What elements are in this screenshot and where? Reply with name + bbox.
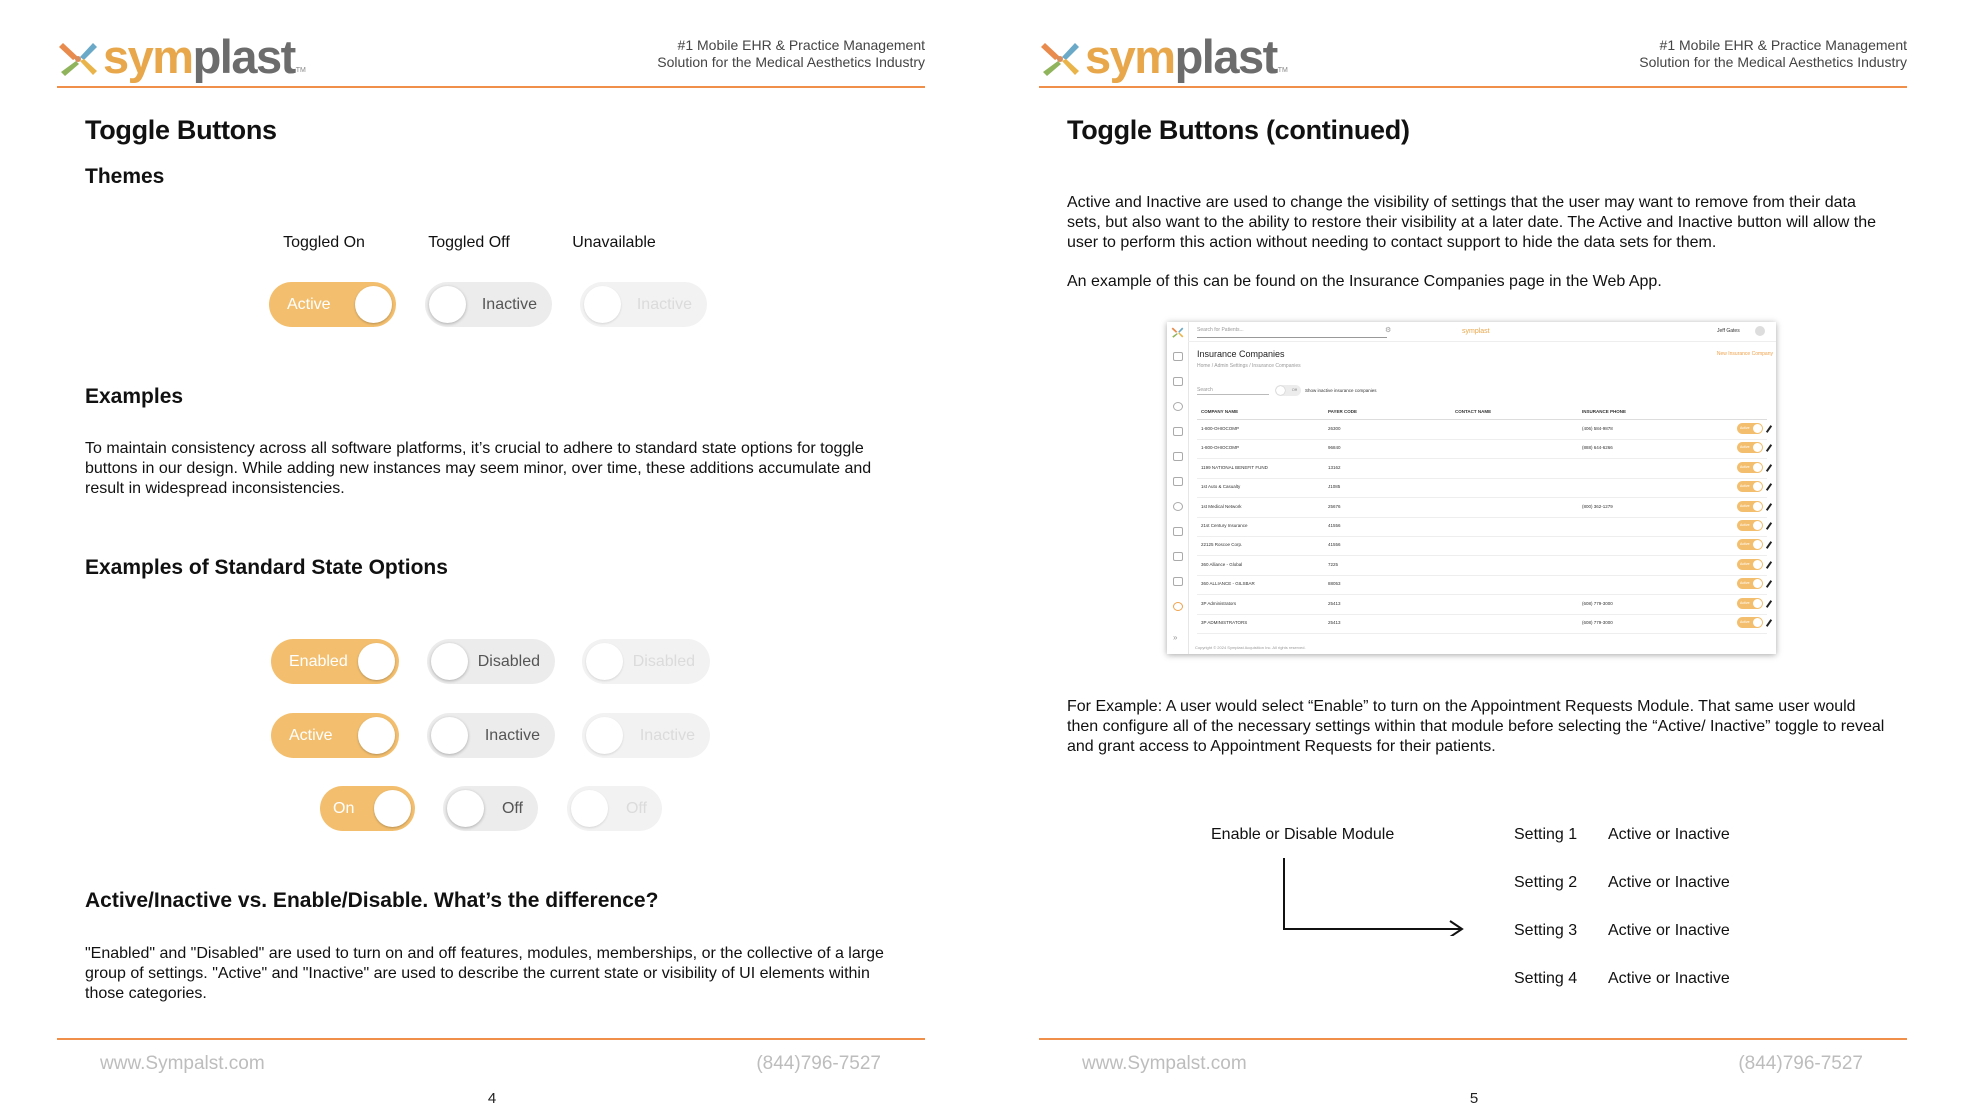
payer-code-cell: 88053 bbox=[1328, 581, 1341, 587]
appointment-example-paragraph: For Example: A user would select “Enable” to turn on the Appointment Requests Module. That same user would then configure all of the necessary settings within that module before selecting the “Active/ Inactive” toggle to reveal and grant access to Appointment Requests for their patients. bbox=[1067, 698, 1885, 755]
row-active-toggle[interactable] bbox=[1737, 539, 1763, 550]
app-breadcrumb: Home / Admin Settings / Insurance Companies bbox=[1197, 363, 1301, 369]
row-active-toggle[interactable] bbox=[1737, 598, 1763, 609]
setting-2-state: Active or Inactive bbox=[1608, 874, 1730, 891]
page-number: 5 bbox=[1469, 1090, 1479, 1107]
theme-toggle-off[interactable] bbox=[425, 282, 552, 327]
app-copyright: Copyright © 2024 Symplast Acquisition Inc. All rights reserved. bbox=[1195, 645, 1306, 650]
payer-code-cell: 41556 bbox=[1328, 542, 1341, 548]
toggle-label: Active bbox=[1740, 542, 1750, 547]
phone-cell: (406) 584-9878 bbox=[1582, 426, 1613, 431]
label-toggled-off: Toggled Off bbox=[428, 234, 510, 251]
logo-text-sym: sym bbox=[103, 29, 193, 83]
header-divider bbox=[57, 86, 925, 88]
setting-1-state: Active or Inactive bbox=[1608, 826, 1730, 843]
company-name-cell: 1st Auto & Casualty bbox=[1201, 484, 1241, 490]
toggle-knob bbox=[586, 717, 623, 754]
toggle-knob bbox=[1276, 386, 1285, 395]
header-divider bbox=[1039, 86, 1907, 88]
edit-pencil-icon[interactable] bbox=[1766, 561, 1772, 569]
table-row[interactable] bbox=[1197, 420, 1767, 440]
toggle-label: Active bbox=[1740, 426, 1750, 430]
page-title: Toggle Buttons (continued) bbox=[1067, 115, 1410, 145]
tagline-line-2: Solution for the Medical Aesthetics Industry bbox=[1639, 54, 1907, 70]
setting-1-label: Setting 1 bbox=[1514, 826, 1578, 843]
edit-pencil-icon[interactable] bbox=[1766, 522, 1772, 530]
active-inactive-paragraph: Active and Inactive are used to change the visibility of settings that the user may want to remove from their data sets, but also want to the ability to restore their visibility at a later date. The Active and Inactive button will allow the user to perform this action without needing to contact support to hide the data sets for them. bbox=[1067, 194, 1877, 251]
toggle-label: Inactive bbox=[484, 726, 540, 744]
toggle-knob bbox=[586, 643, 623, 680]
app-logo: symplast bbox=[1462, 328, 1490, 335]
row-active-toggle[interactable] bbox=[1737, 559, 1763, 570]
toggle-knob bbox=[584, 286, 621, 323]
tagline-line-1: #1 Mobile EHR & Practice Management bbox=[1659, 37, 1907, 53]
toggle-label: Active bbox=[1740, 503, 1750, 508]
app-sidebar bbox=[1167, 322, 1189, 654]
tagline bbox=[1639, 37, 1907, 71]
settings-icon[interactable] bbox=[1173, 602, 1183, 611]
inactive-unavailable-toggle bbox=[582, 713, 710, 758]
tagline bbox=[657, 37, 925, 71]
symplast-mark-icon bbox=[1039, 38, 1081, 80]
theme-toggle-unavailable bbox=[580, 282, 707, 327]
on-toggle[interactable] bbox=[320, 786, 415, 831]
symplast-logo bbox=[57, 29, 306, 83]
edit-pencil-icon[interactable] bbox=[1766, 464, 1772, 472]
toggle-label: Active bbox=[1740, 600, 1750, 605]
reports-icon[interactable] bbox=[1173, 502, 1183, 511]
toggle-knob bbox=[358, 717, 395, 754]
col-insurance-phone[interactable]: INSURANCE PHONE bbox=[1582, 409, 1627, 414]
footer-phone: (844)796-7527 bbox=[756, 1053, 881, 1074]
clock-icon[interactable] bbox=[1173, 402, 1183, 411]
payer-code-cell: 25676 bbox=[1328, 503, 1341, 509]
payer-code-cell: 41556 bbox=[1328, 523, 1341, 528]
row-active-toggle[interactable] bbox=[1737, 423, 1763, 434]
edit-pencil-icon[interactable] bbox=[1766, 483, 1772, 491]
phone-cell: (608) 779-3000 bbox=[1582, 620, 1613, 625]
toggle-knob bbox=[355, 286, 392, 323]
col-company-name[interactable]: COMPANY NAME bbox=[1201, 409, 1239, 414]
toggle-label: Active bbox=[1740, 484, 1750, 489]
col-contact-name[interactable]: CONTACT NAME bbox=[1455, 409, 1492, 414]
show-inactive-label: Show inactive insurance companies bbox=[1305, 388, 1377, 393]
toggle-knob bbox=[429, 286, 466, 323]
edit-pencil-icon[interactable] bbox=[1766, 445, 1772, 453]
table-row[interactable] bbox=[1197, 517, 1767, 537]
edit-pencil-icon[interactable] bbox=[1766, 619, 1772, 627]
row-active-toggle[interactable] bbox=[1737, 442, 1763, 453]
row-active-toggle[interactable] bbox=[1737, 481, 1763, 492]
app-page-title: Insurance Companies bbox=[1197, 349, 1285, 359]
new-insurance-company-button[interactable]: New Insurance Company bbox=[1716, 351, 1773, 357]
company-name-cell: 21st Century Insurance bbox=[1201, 523, 1248, 528]
filter-search-input[interactable]: Search bbox=[1197, 387, 1213, 393]
toggle-label: Active bbox=[1740, 523, 1750, 527]
off-toggle[interactable] bbox=[443, 786, 538, 831]
symplast-mark-icon bbox=[1171, 326, 1184, 339]
theme-toggle-on[interactable] bbox=[269, 282, 396, 327]
setting-4-label: Setting 4 bbox=[1514, 970, 1578, 987]
toggle-label: On bbox=[333, 799, 355, 817]
table-row[interactable] bbox=[1197, 595, 1767, 615]
disabled-toggle[interactable] bbox=[427, 639, 555, 684]
phone-cell: (608) 779-3000 bbox=[1582, 600, 1613, 606]
toggle-label: Active bbox=[1740, 620, 1750, 624]
insurance-companies-screenshot bbox=[1167, 322, 1776, 654]
difference-paragraph: "Enabled" and "Disabled" are used to turn on and off features, modules, memberships, or the collective of a large group of settings. "Active" and "Inactive" are used to describe the current state or visibility of UI elements within those categories. bbox=[85, 945, 884, 1002]
toggle-label: Active bbox=[1740, 581, 1750, 586]
footer-website[interactable]: www.Sympalst.com bbox=[1082, 1053, 1247, 1074]
company-name-cell: 360 ALLIANCE - GILSBAR bbox=[1201, 581, 1255, 587]
page-title: Toggle Buttons bbox=[85, 115, 277, 145]
toggle-label: Active bbox=[1740, 445, 1750, 450]
toggle-label: Inactive bbox=[636, 295, 692, 313]
toggle-label: Disabled bbox=[632, 652, 695, 670]
company-name-cell: 3P Administrators bbox=[1201, 600, 1237, 606]
inventory-icon[interactable] bbox=[1173, 552, 1183, 561]
table-row[interactable] bbox=[1197, 556, 1767, 576]
search-settings-icon[interactable]: ⚙ bbox=[1385, 327, 1392, 334]
payer-code-cell: 26300 bbox=[1328, 426, 1341, 431]
edit-pencil-icon[interactable] bbox=[1766, 425, 1772, 433]
phone-cell: (888) 644-6266 bbox=[1582, 445, 1613, 451]
footer-divider bbox=[57, 1038, 925, 1040]
documents-icon[interactable] bbox=[1173, 577, 1183, 586]
calendar-icon[interactable] bbox=[1173, 377, 1183, 386]
symplast-logo bbox=[1039, 29, 1288, 83]
module-label: Enable or Disable Module bbox=[1211, 826, 1395, 843]
toggle-label: Off bbox=[501, 799, 523, 817]
symplast-mark-icon bbox=[57, 38, 99, 80]
label-toggled-on: Toggled On bbox=[283, 234, 365, 251]
payer-code-cell: 13162 bbox=[1328, 464, 1341, 470]
table-row[interactable] bbox=[1197, 439, 1767, 459]
row-active-toggle[interactable] bbox=[1737, 462, 1763, 473]
payer-code-cell: 25413 bbox=[1328, 620, 1341, 625]
toggle-label: Active bbox=[1740, 561, 1750, 566]
setting-2-label: Setting 2 bbox=[1514, 874, 1578, 891]
edit-pencil-icon[interactable] bbox=[1766, 580, 1772, 588]
toggle-label: Inactive bbox=[481, 295, 537, 313]
filter-underline bbox=[1197, 394, 1269, 395]
tagline-line-2: Solution for the Medical Aesthetics Industry bbox=[657, 54, 925, 70]
payer-code-cell: J1085 bbox=[1328, 484, 1341, 490]
company-name-cell: 360 Alliance - Global bbox=[1201, 561, 1243, 567]
toggle-label: Off bbox=[625, 799, 647, 817]
row-active-toggle[interactable] bbox=[1737, 617, 1763, 628]
setting-3-label: Setting 3 bbox=[1514, 922, 1578, 939]
billing-icon[interactable] bbox=[1173, 527, 1183, 536]
enabled-toggle[interactable] bbox=[271, 639, 399, 684]
label-unavailable: Unavailable bbox=[572, 234, 656, 251]
payer-code-cell: 96840 bbox=[1328, 445, 1341, 451]
setting-4-state: Active or Inactive bbox=[1608, 970, 1730, 987]
difference-heading: Active/Inactive vs. Enable/Disable. What’s the difference? bbox=[85, 889, 659, 912]
row-active-toggle[interactable] bbox=[1737, 520, 1763, 531]
toggle-label: Active bbox=[1740, 464, 1750, 469]
patients-icon[interactable] bbox=[1173, 427, 1183, 436]
app-header-divider bbox=[1188, 341, 1776, 342]
company-name-cell: 3P ADMINISTRATORS bbox=[1201, 620, 1248, 625]
user-name[interactable]: Jeff Gates bbox=[1717, 328, 1740, 334]
logo-trademark: TM bbox=[295, 67, 306, 74]
disabled-unavailable-toggle bbox=[582, 639, 710, 684]
standard-states-heading: Examples of Standard State Options bbox=[85, 556, 448, 579]
logo-text-plast: plast bbox=[192, 29, 295, 83]
table-row[interactable] bbox=[1197, 498, 1767, 518]
table-row[interactable] bbox=[1197, 575, 1767, 595]
toggle-label: Disabled bbox=[477, 652, 540, 670]
toggle-knob bbox=[447, 790, 484, 827]
logo-text-plast: plast bbox=[1174, 29, 1277, 83]
company-name-cell: 1st Medical Network bbox=[1201, 503, 1242, 509]
logo-trademark: TM bbox=[1277, 67, 1288, 74]
toggle-label: Active bbox=[287, 295, 331, 313]
row-active-toggle[interactable] bbox=[1737, 578, 1763, 589]
edit-pencil-icon[interactable] bbox=[1766, 542, 1772, 550]
toggle-knob bbox=[374, 790, 411, 827]
company-name-cell: 1199 NATIONAL BENEFIT FUND bbox=[1201, 464, 1268, 470]
toggle-knob bbox=[358, 643, 395, 680]
patient-search-input[interactable]: Search for Patients... bbox=[1197, 327, 1387, 338]
footer-phone: (844)796-7527 bbox=[1738, 1053, 1863, 1074]
themes-heading: Themes bbox=[85, 165, 165, 188]
toggle-label: Inactive bbox=[639, 726, 695, 744]
payer-code-cell: 25413 bbox=[1328, 600, 1341, 606]
tagline-line-1: #1 Mobile EHR & Practice Management bbox=[677, 37, 925, 53]
col-payer-code[interactable]: PAYER CODE bbox=[1328, 409, 1358, 414]
examples-heading: Examples bbox=[85, 385, 184, 408]
row-active-toggle[interactable] bbox=[1737, 501, 1763, 512]
insurance-example-paragraph: An example of this can be found on the Insurance Companies page in the Web App. bbox=[1067, 273, 1662, 290]
photos-icon[interactable] bbox=[1173, 477, 1183, 486]
table-row[interactable] bbox=[1197, 614, 1767, 634]
toggle-knob bbox=[431, 643, 468, 680]
table-row[interactable] bbox=[1197, 478, 1767, 498]
off-unavailable-toggle bbox=[567, 786, 662, 831]
table-row[interactable] bbox=[1197, 536, 1767, 556]
examples-paragraph: To maintain consistency across all software platforms, it’s crucial to adhere to standard state options for toggle buttons in our design. While adding new instances may seem minor, over time, these additions accumulate and result in widespread inconsistencies. bbox=[85, 440, 872, 497]
footer-website[interactable]: www.Sympalst.com bbox=[100, 1053, 265, 1074]
footer-divider bbox=[1039, 1038, 1907, 1040]
module-arrow-icon bbox=[1282, 856, 1467, 936]
toggle-label: Enabled bbox=[289, 652, 348, 670]
avatar[interactable] bbox=[1755, 326, 1765, 336]
table-header bbox=[1197, 406, 1767, 420]
table-row[interactable] bbox=[1197, 459, 1767, 479]
toggle-knob bbox=[431, 717, 468, 754]
page-number: 4 bbox=[487, 1090, 497, 1107]
messages-icon[interactable] bbox=[1173, 452, 1183, 461]
setting-3-state: Active or Inactive bbox=[1608, 922, 1730, 939]
toggle-knob bbox=[571, 790, 608, 827]
home-icon[interactable] bbox=[1173, 352, 1183, 361]
edit-pencil-icon[interactable] bbox=[1766, 600, 1772, 608]
company-name-cell: 1-800-OHIOCOMP bbox=[1201, 426, 1240, 431]
payer-code-cell: 7225 bbox=[1328, 561, 1339, 567]
inactive-toggle[interactable] bbox=[427, 713, 555, 758]
active-toggle[interactable] bbox=[271, 713, 399, 758]
company-name-cell: 1-800-OHIOCOMP bbox=[1201, 445, 1240, 451]
edit-pencil-icon[interactable] bbox=[1766, 503, 1772, 511]
show-inactive-toggle[interactable] bbox=[1275, 385, 1301, 396]
company-name-cell: 22125 Roscoe Corp. bbox=[1201, 542, 1243, 548]
logo-text-sym: sym bbox=[1085, 29, 1175, 83]
toggle-label: Off bbox=[1291, 387, 1297, 392]
phone-cell: (800) 362-1279 bbox=[1582, 503, 1613, 509]
toggle-label: Active bbox=[289, 726, 333, 744]
expand-icon[interactable]: » bbox=[1173, 633, 1178, 642]
